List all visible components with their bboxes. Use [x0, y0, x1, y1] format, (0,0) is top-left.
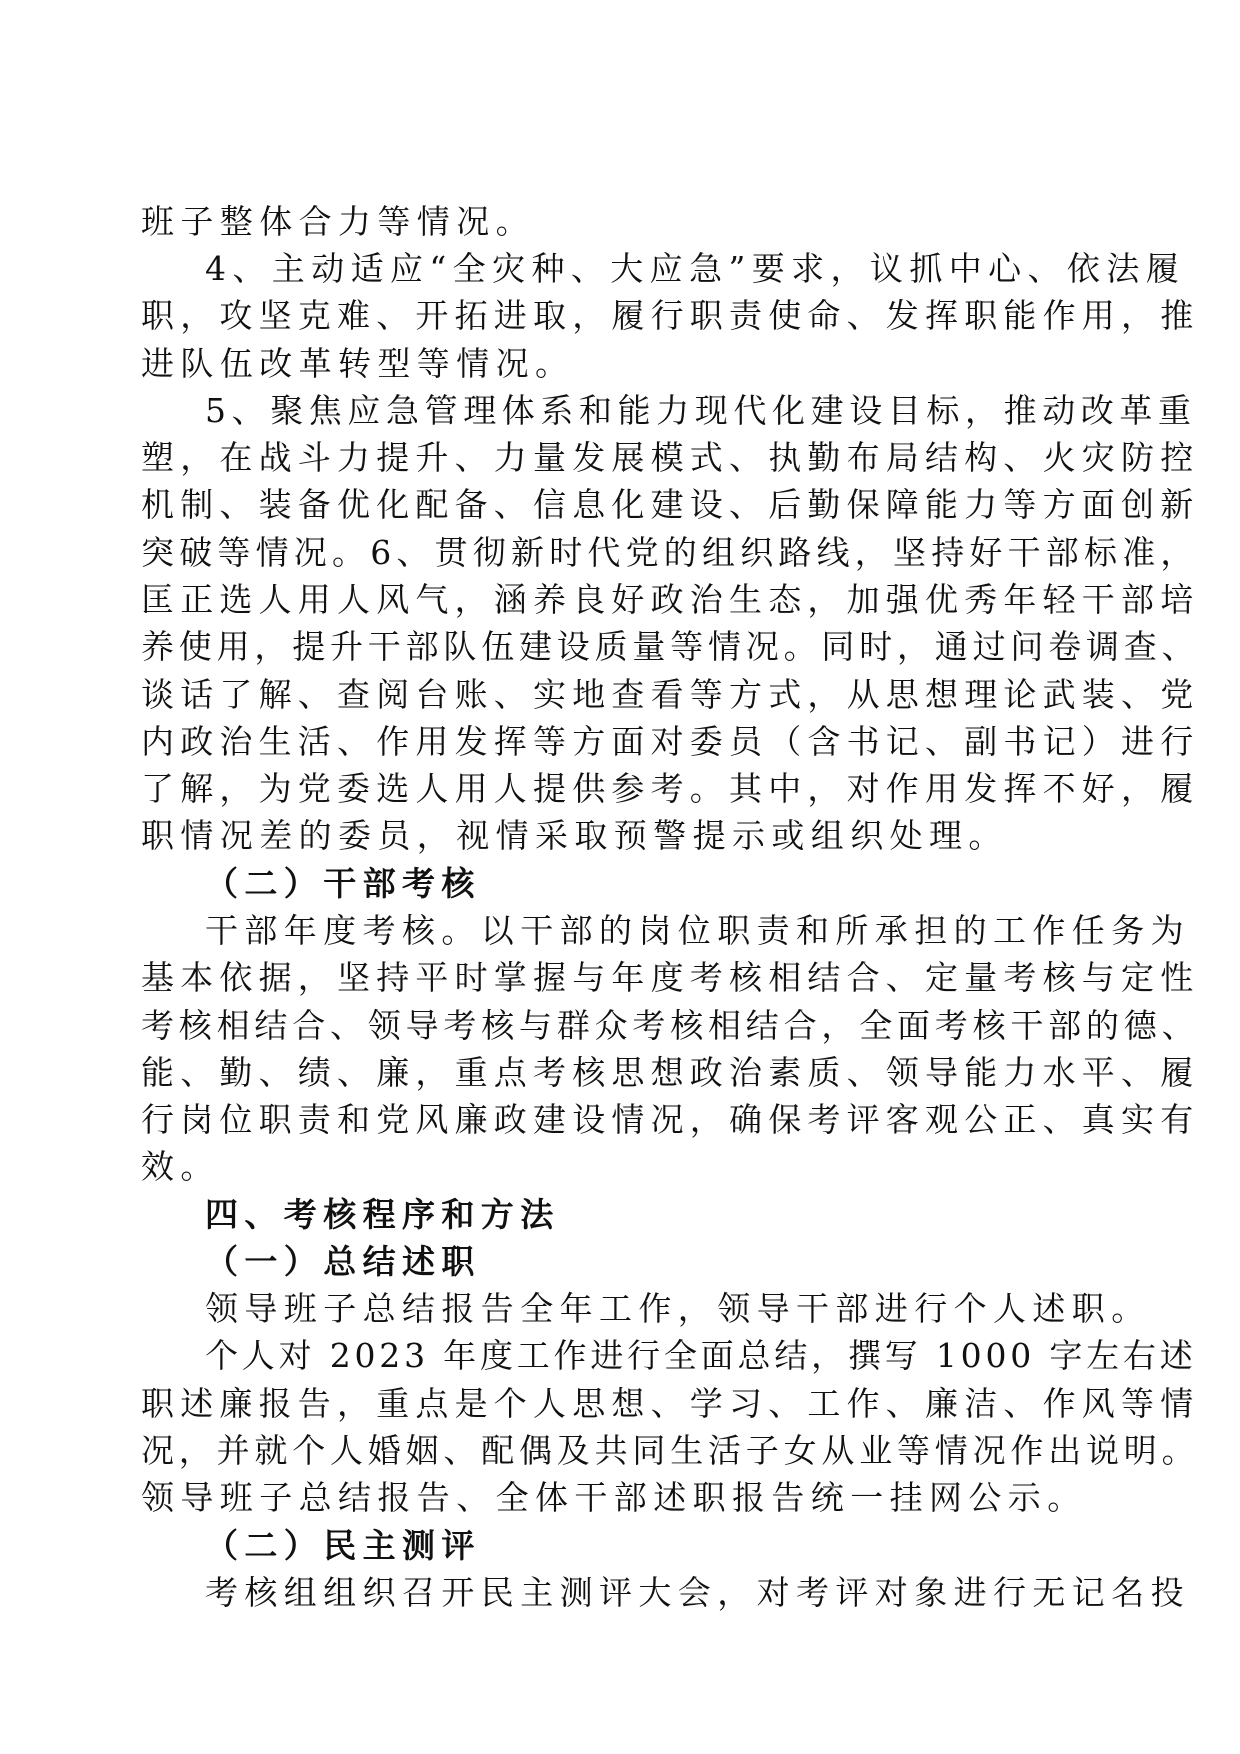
text-line: 考核组组织召开民主测评大会，对考评对象进行无记名投 [205, 1573, 1190, 1612]
text-line: 干部年度考核。以干部的岗位职责和所承担的工作任务为 [205, 911, 1190, 950]
text-line: 机制、装备优化配备、信息化建设、后勤保障能力等方面创新 [141, 485, 1200, 524]
text-line: 况，并就个人婚姻、配偶及共同生活子女从业等情况作出说明。 [141, 1431, 1200, 1470]
text-line: 内政治生活、作用发挥等方面对委员（含书记、副书记）进行 [141, 722, 1200, 761]
text-line: 谈话了解、查阅台账、实地查看等方式，从思想理论武装、党 [141, 675, 1200, 714]
text-line: 个人对 2023 年度工作进行全面总结，撰写 1000 字左右述 [205, 1336, 1197, 1375]
section-subheading: （一）总结述职 [205, 1242, 481, 1281]
text-line: 进队伍改革转型等情况。 [141, 344, 575, 383]
text-line: 5、聚焦应急管理体系和能力现代化建设目标，推动改革重 [205, 391, 1197, 430]
text-line: 班子整体合力等情况。 [141, 202, 535, 241]
text-line: 职情况差的委员，视情采取预警提示或组织处理。 [141, 816, 1008, 855]
text-line: 了解，为党委选人用人提供参考。其中，对作用发挥不好，履 [141, 769, 1200, 808]
text-line: 养使用，提升干部队伍建设质量等情况。同时，通过问卷调查、 [141, 627, 1200, 666]
text-line: 职述廉报告，重点是个人思想、学习、工作、廉洁、作风等情 [141, 1384, 1200, 1423]
text-line: 突破等情况。6、贯彻新时代党的组织路线，坚持好干部标准， [141, 533, 1199, 572]
text-line: 考核相结合、领导考核与群众考核相结合，全面考核干部的德、 [141, 1006, 1200, 1045]
text-line: 效。 [141, 1147, 220, 1186]
text-line: 4、主动适应“全灾种、大应急”要求，议抓中心、依法履 [205, 249, 1186, 288]
section-subheading: （二）民主测评 [205, 1526, 481, 1565]
text-line: 职，攻坚克难、开拓进取，履行职责使命、发挥职能作用，推 [141, 296, 1200, 335]
text-line: 领导班子总结报告、全体干部述职报告统一挂网公示。 [141, 1478, 1087, 1517]
section-heading: 四、考核程序和方法 [205, 1195, 560, 1234]
text-line: 匡正选人用人风气，涵养良好政治生态，加强优秀年轻干部培 [141, 580, 1200, 619]
text-line: 塑，在战斗力提升、力量发展模式、执勤布局结构、火灾防控 [141, 438, 1200, 477]
section-subheading: （二）干部考核 [205, 864, 481, 903]
text-line: 能、勤、绩、廉，重点考核思想政治素质、领导能力水平、履 [141, 1053, 1200, 1092]
text-line: 行岗位职责和党风廉政建设情况，确保考评客观公正、真实有 [141, 1100, 1200, 1139]
text-line: 领导班子总结报告全年工作，领导干部进行个人述职。 [205, 1289, 1151, 1328]
text-line: 基本依据，坚持平时掌握与年度考核相结合、定量考核与定性 [141, 958, 1200, 997]
